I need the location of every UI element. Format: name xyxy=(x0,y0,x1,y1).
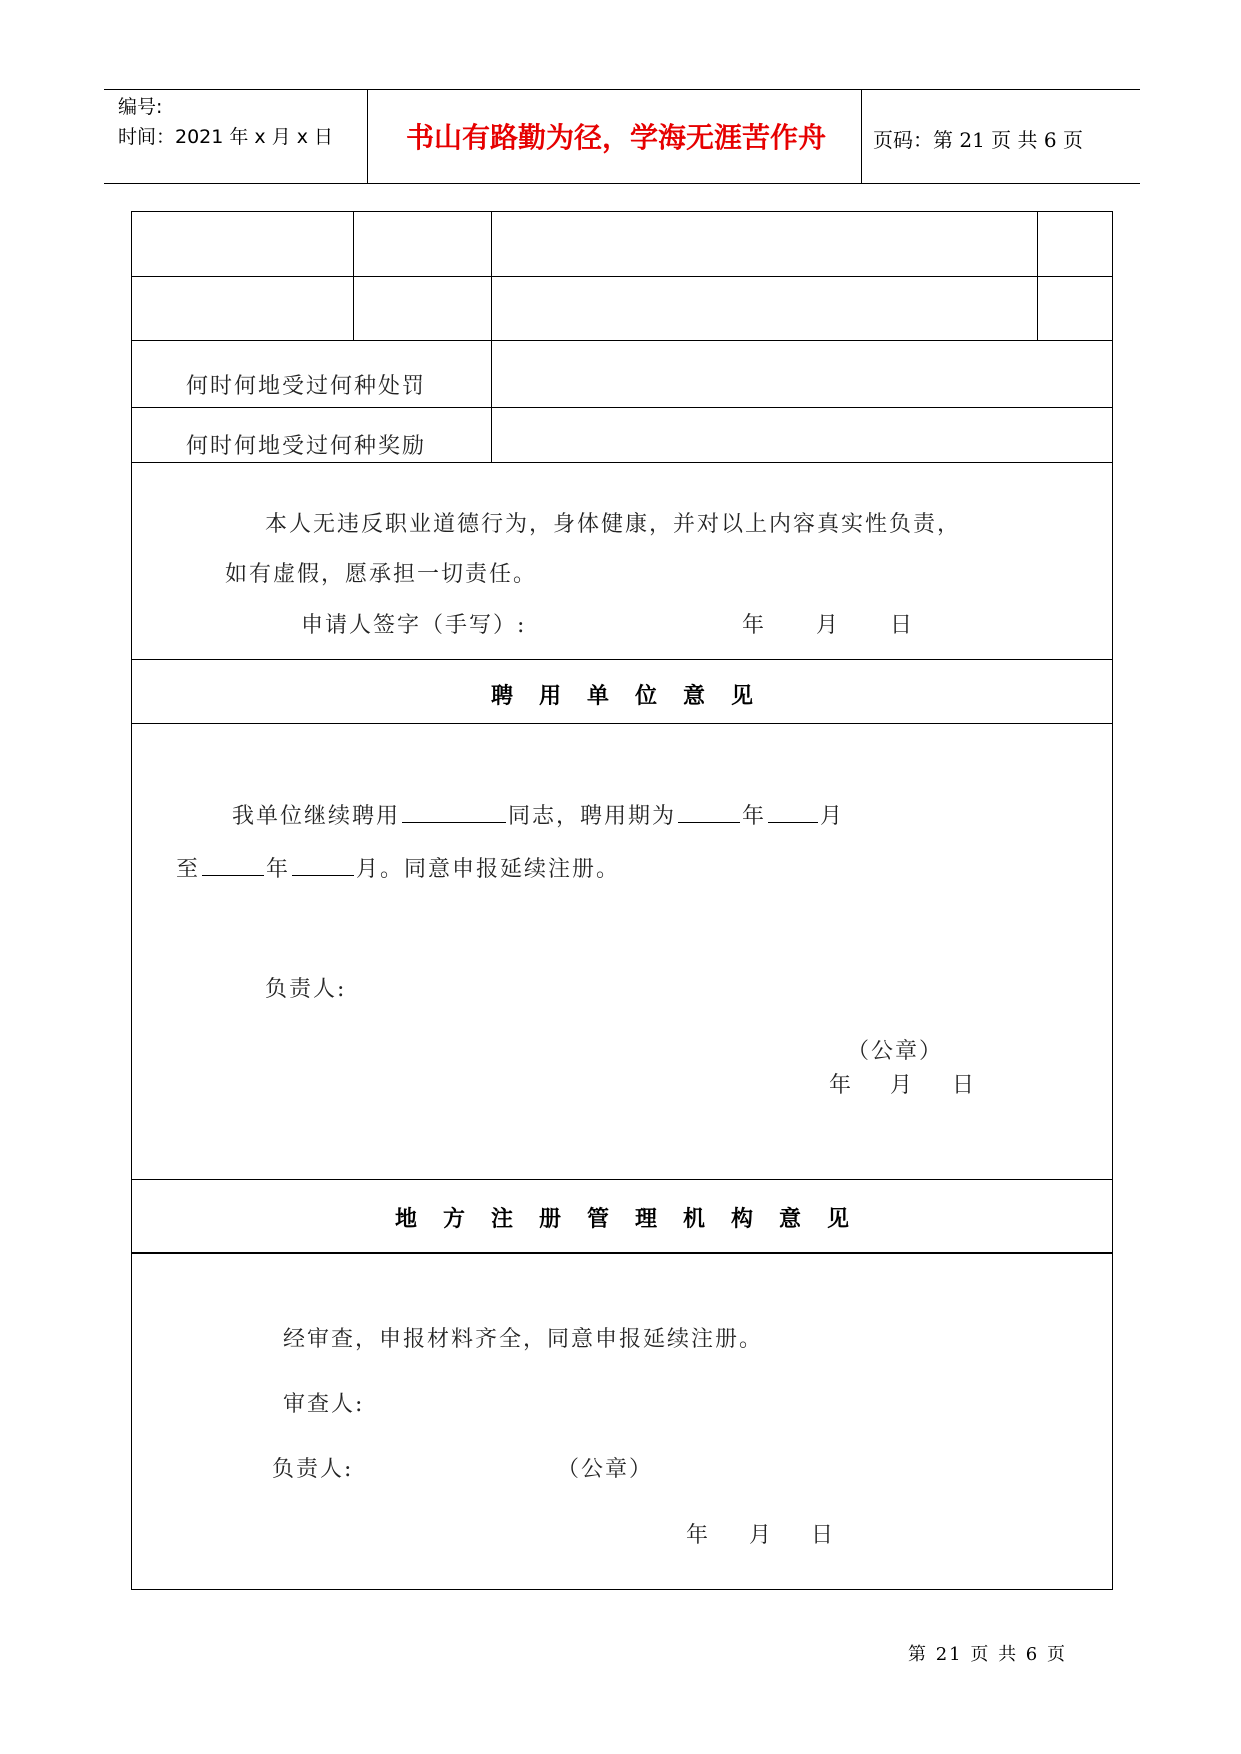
date-year: 年 xyxy=(742,613,767,638)
reviewer-label: 审查人: xyxy=(283,1392,365,1417)
applicant-signature-field[interactable] xyxy=(532,600,762,636)
table-rule xyxy=(132,462,1112,463)
employer-seal-label: （公章） xyxy=(847,1039,944,1064)
form-cell[interactable] xyxy=(354,212,491,276)
registry-responsible-label: 负责人: xyxy=(272,1457,354,1482)
date-month: 月 xyxy=(890,1073,915,1098)
employer-text: 年 xyxy=(266,857,291,882)
term-end-month-blank[interactable] xyxy=(292,854,354,876)
header-top-rule xyxy=(104,89,1140,90)
employee-name-blank[interactable] xyxy=(402,801,506,823)
employer-responsible-label: 负责人: xyxy=(265,977,347,1002)
page-footer: 第 21 页 共 6 页 xyxy=(908,1644,1067,1665)
employer-text: 至 xyxy=(176,857,201,882)
table-rule xyxy=(132,1179,1112,1180)
table-rule xyxy=(132,723,1112,724)
table-rule xyxy=(132,659,1112,660)
term-start-year-blank[interactable] xyxy=(678,801,740,823)
declaration-line-1: 本人无违反职业道德行为，身体健康，并对以上内容真实性负责， xyxy=(265,512,962,537)
registry-seal-label: （公章） xyxy=(557,1457,654,1482)
declaration-line-2: 如有虚假，愿承担一切责任。 xyxy=(225,562,538,587)
document-time: 时间：2021 年 x 月 x 日 xyxy=(118,126,334,148)
date-year: 年 xyxy=(686,1523,711,1548)
employer-text: 年 xyxy=(742,804,767,829)
header-meta xyxy=(118,92,333,152)
term-start-month-blank[interactable] xyxy=(768,801,818,823)
registry-review-text: 经审查，申报材料齐全，同意申报延续注册。 xyxy=(283,1327,764,1352)
form-cell[interactable] xyxy=(492,212,1037,276)
employer-section-title: 聘用单位意见 xyxy=(490,684,779,709)
award-label: 何时何地受过何种奖励 xyxy=(186,434,427,459)
date-month: 月 xyxy=(749,1523,774,1548)
document-number-label: 编号: xyxy=(118,96,163,118)
form-cell[interactable] xyxy=(1038,212,1112,276)
penalty-label: 何时何地受过何种处罚 xyxy=(186,374,427,399)
form-cell[interactable] xyxy=(132,212,353,276)
term-end-year-blank[interactable] xyxy=(202,854,264,876)
table-rule xyxy=(132,1252,1112,1254)
registry-section-title: 地方注册管理机构意见 xyxy=(394,1207,875,1232)
date-day: 日 xyxy=(811,1523,836,1548)
employer-statement-line-1 xyxy=(232,799,844,830)
employer-statement-line-2 xyxy=(176,852,620,883)
form-cell[interactable] xyxy=(354,277,491,340)
employer-text: 月 xyxy=(820,804,845,829)
employer-text: 同志，聘用期为 xyxy=(508,804,677,829)
header-divider xyxy=(367,90,368,183)
date-year: 年 xyxy=(829,1073,854,1098)
header-page-info: 页码：第 21 页 共 6 页 xyxy=(873,128,1083,152)
date-day: 日 xyxy=(890,613,915,638)
header-bottom-rule xyxy=(104,183,1140,184)
date-day: 日 xyxy=(952,1073,977,1098)
date-month: 月 xyxy=(816,613,841,638)
header-motto: 书山有路勤为径，学海无涯苦作舟 xyxy=(405,121,826,154)
form-cell[interactable] xyxy=(492,277,1037,340)
award-field[interactable] xyxy=(492,408,1112,462)
penalty-field[interactable] xyxy=(492,341,1112,407)
applicant-signature-label: 申请人签字（手写）: xyxy=(301,613,527,638)
form-cell[interactable] xyxy=(1038,277,1112,340)
form-cell[interactable] xyxy=(132,277,353,340)
header-divider xyxy=(861,90,862,183)
employer-text: 月。同意申报延续注册。 xyxy=(356,857,621,882)
registration-form-table xyxy=(131,211,1113,1590)
employer-text: 我单位继续聘用 xyxy=(232,804,401,829)
